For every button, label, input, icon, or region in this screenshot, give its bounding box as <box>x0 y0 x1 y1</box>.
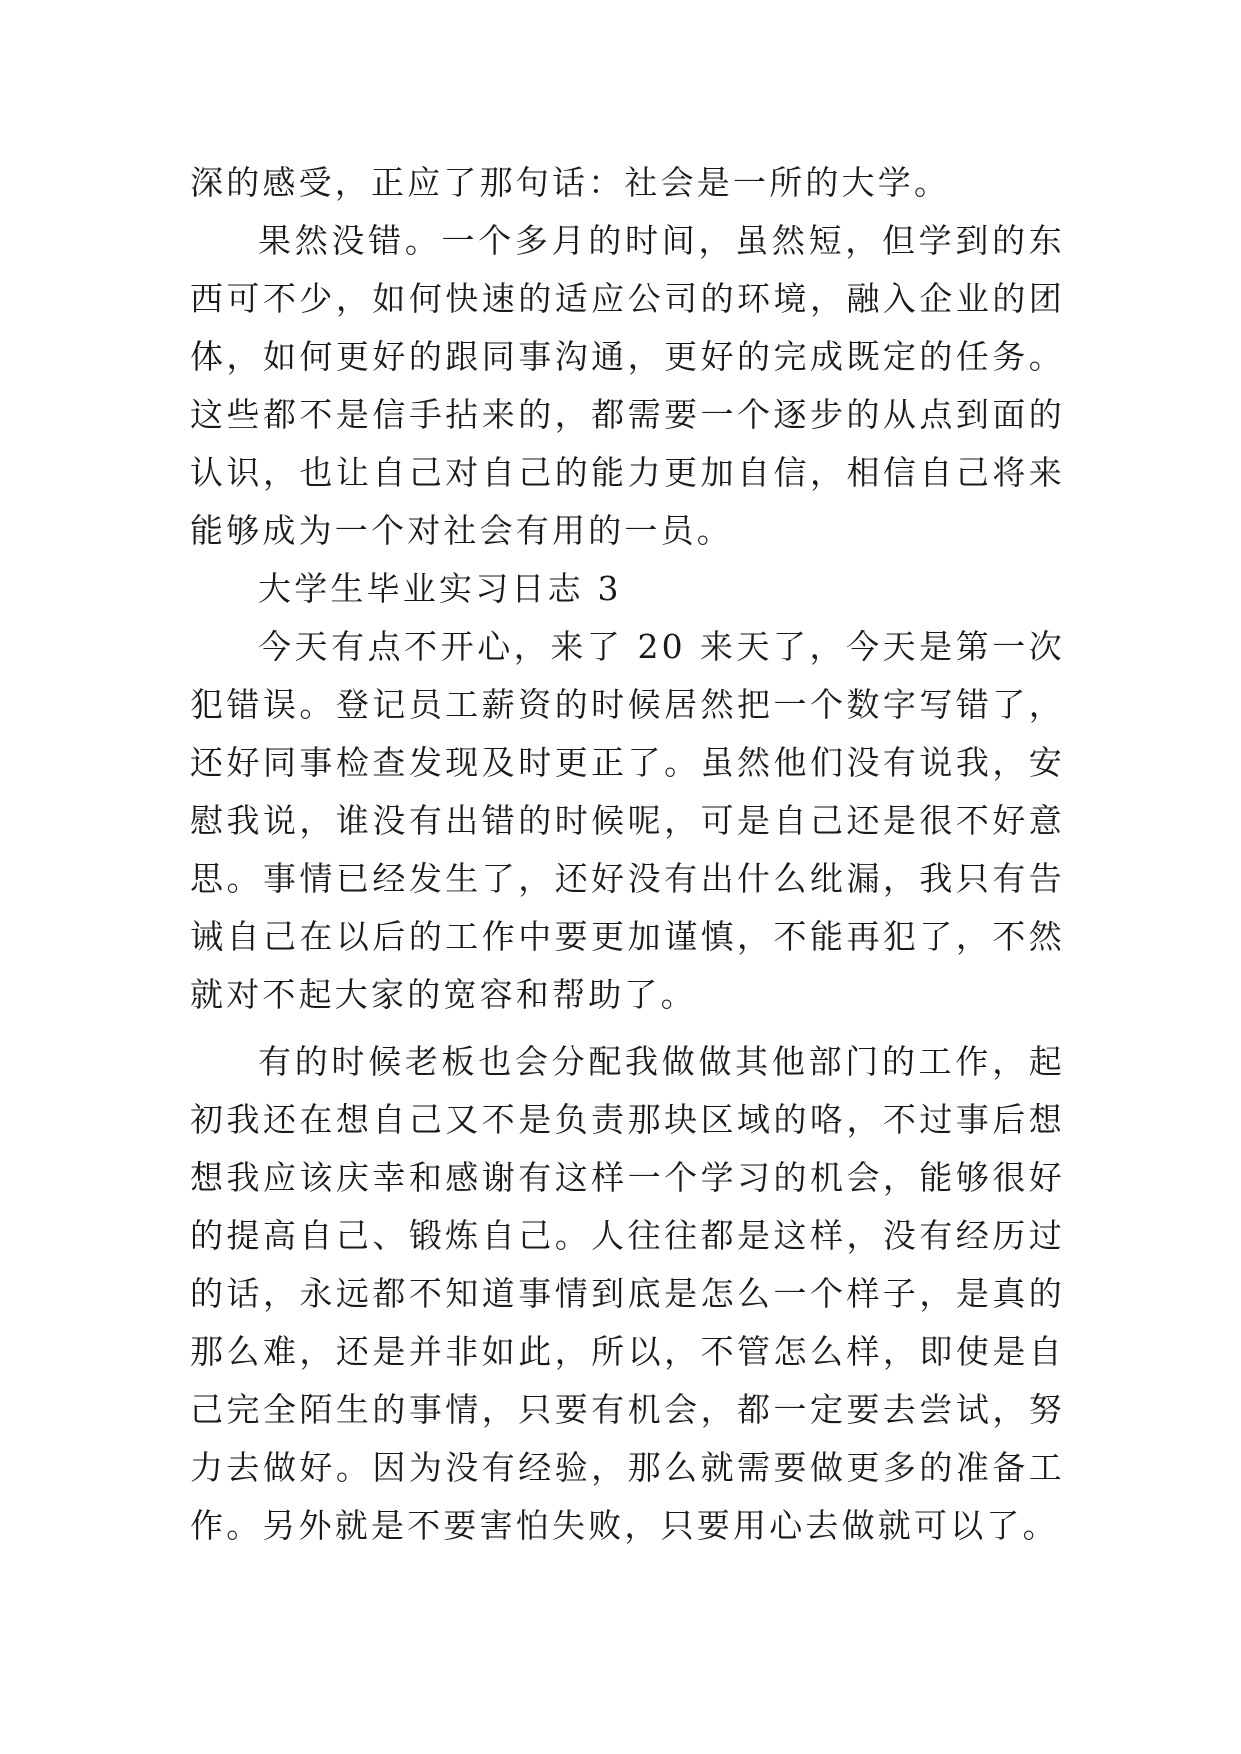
document-body <box>190 154 1065 1555</box>
section-heading: 大学生毕业实习日志 3 <box>258 569 622 608</box>
paragraph-reflection: 果然没错。一个多月的时间，虽然短，但学到的东西可不少，如何快速的适应公司的环境，融入企业的团体，如何更好的跟同事沟通，更好的完成既定的任务。这些都不是信手拈来的，都需要一个逐步的从点到面的认识，也让自己对自己的能力更加自信，相信自己将来能够成为一个对社会有用的一员。 <box>190 221 1065 550</box>
paragraph-continuation: 深的感受，正应了那句话：社会是一所的大学。 <box>190 163 951 202</box>
paragraph-other-work: 有的时候老板也会分配我做做其他部门的工作，起初我还在想自己又不是负责那块区域的咯，不过事后想想我应该庆幸和感谢有这样一个学习的机会，能够很好的提高自己、锻炼自己。人往往都是这样，没有经历过的话，永远都不知道事情到底是怎么一个样子，是真的那么难，还是并非如此，所以，不管怎么样，即使是自己完全陌生的事情，只要有机会，都一定要去尝试，努力去做好。因为没有经验，那么就需要做更多的准备工作。另外就是不要害怕失败，只要用心去做就可以了。 <box>190 1042 1065 1545</box>
paragraph-mistake: 今天有点不开心，来了 20 来天了，今天是第一次犯错误。登记员工薪资的时候居然把一个数字写错了，还好同事检查发现及时更正了。虽然他们没有说我，安慰我说，谁没有出错的时候呢，可是自己还是很不好意思。事情已经发生了，还好没有出什么纰漏，我只有告诫自己在以后的工作中要更加谨慎，不能再犯了，不然就对不起大家的宽容和帮助了。 <box>190 627 1065 1014</box>
